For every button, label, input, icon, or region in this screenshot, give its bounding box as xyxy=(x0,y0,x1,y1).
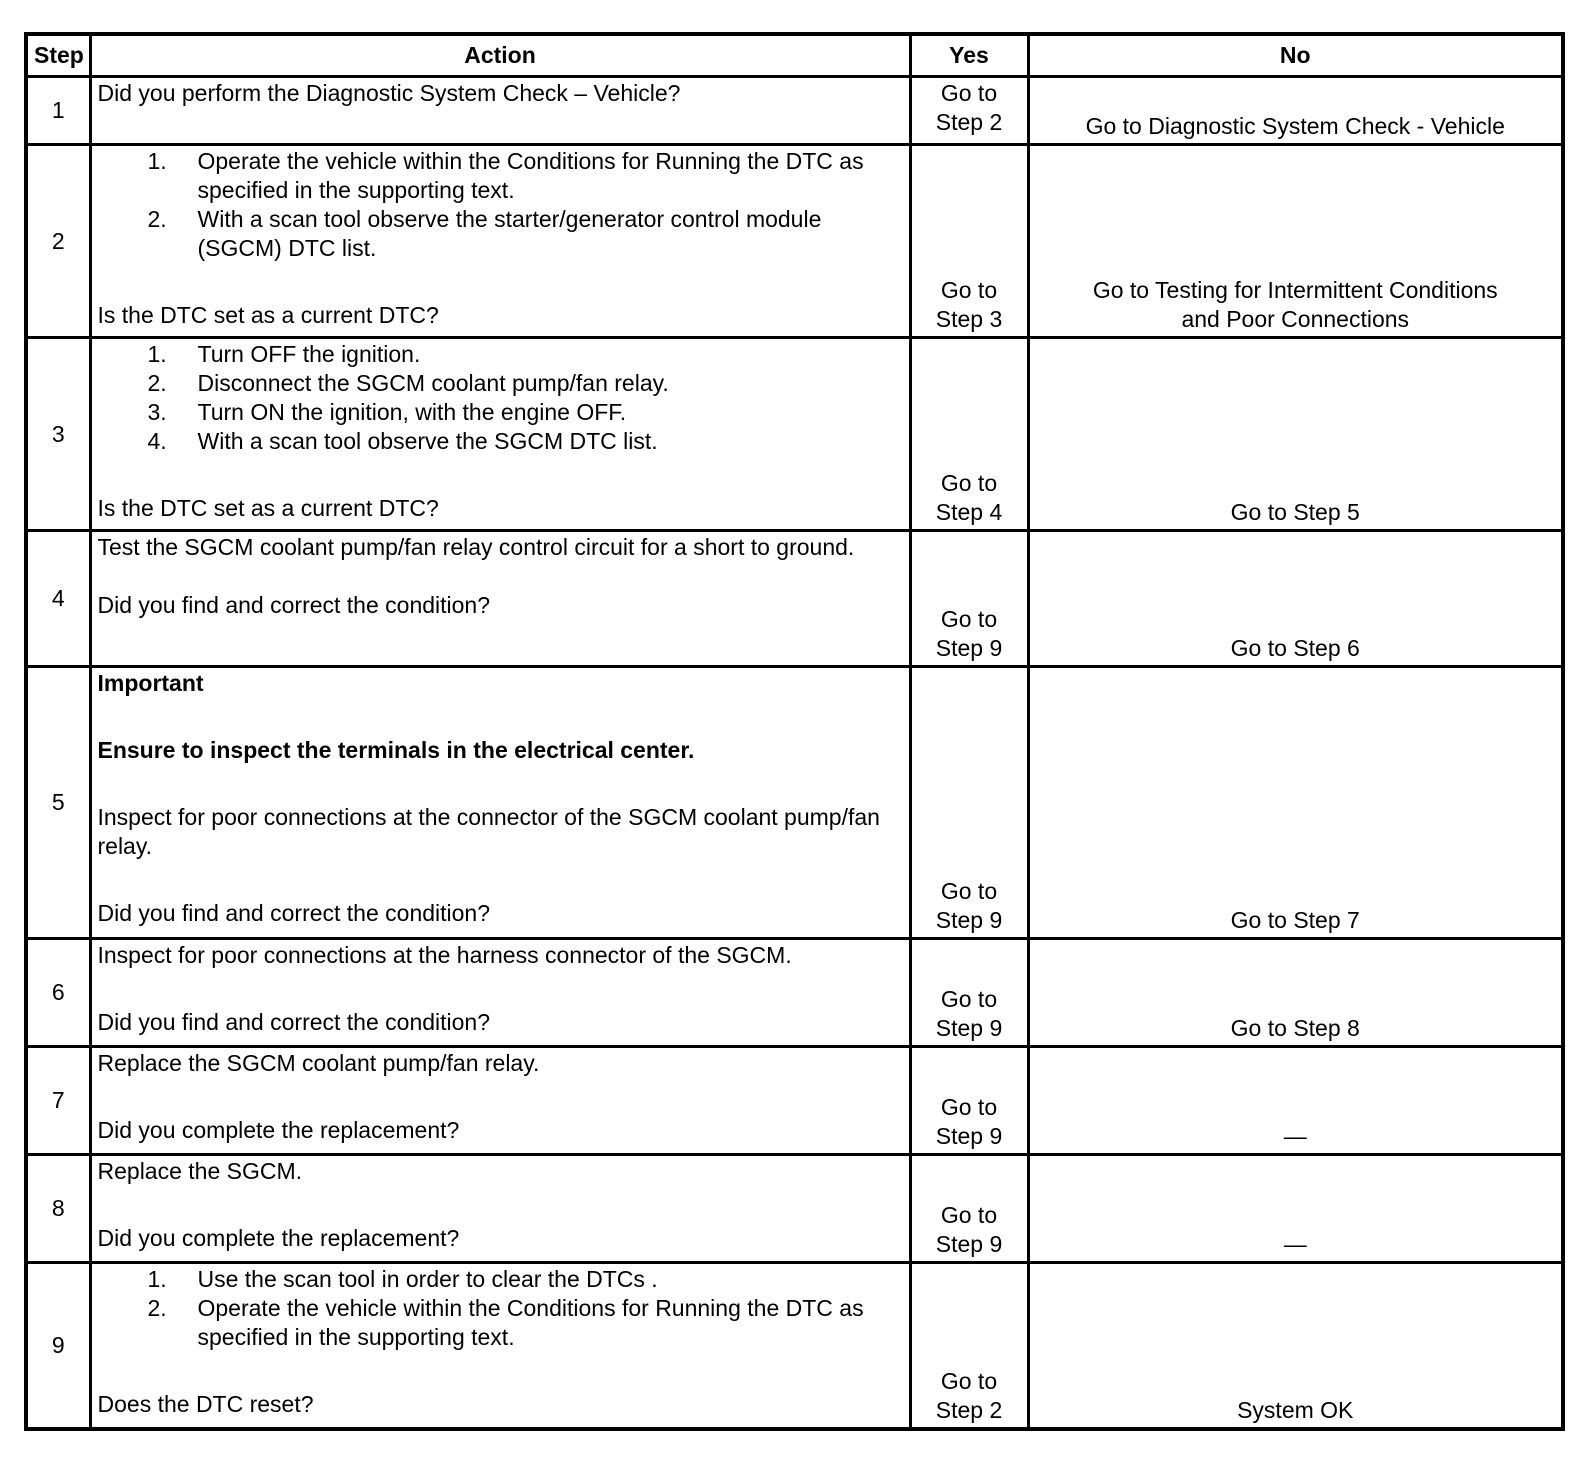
no-cell xyxy=(1028,1155,1563,1263)
table-row xyxy=(26,1263,1563,1429)
no-line: — xyxy=(1283,1231,1307,1257)
step-number: 3 xyxy=(26,338,90,531)
step-number: 5 xyxy=(26,667,90,939)
action-cell xyxy=(90,667,910,939)
yes-line: Step 2 xyxy=(935,1396,1003,1423)
action-steps xyxy=(98,147,903,263)
no-cell xyxy=(1028,77,1563,145)
action-step-item: Turn OFF the ignition. xyxy=(197,341,421,367)
action-step-item: Turn ON the ignition, with the engine OFF. xyxy=(197,399,627,425)
action-step-item: Use the scan tool in order to clear the DTCs . xyxy=(197,1266,658,1292)
diagnostic-table xyxy=(24,32,1565,1431)
action-cell xyxy=(90,1155,910,1263)
yes-line: Go to xyxy=(940,80,998,106)
no-cell xyxy=(1028,1263,1563,1429)
no-line: System OK xyxy=(1237,1396,1354,1423)
action-text: Did you perform the Diagnostic System Check – Vehicle? xyxy=(97,80,681,106)
yes-cell xyxy=(910,531,1028,667)
no-line: Go to Step 8 xyxy=(1230,1015,1360,1041)
table-row xyxy=(26,939,1563,1047)
action-cell xyxy=(90,1263,910,1429)
action-cell xyxy=(90,145,910,338)
yes-line: Step 9 xyxy=(935,1123,1003,1149)
header-action: Action xyxy=(90,34,910,77)
action-cell xyxy=(90,1047,910,1155)
yes-cell xyxy=(910,338,1028,531)
header-row xyxy=(26,34,1563,77)
header-yes: Yes xyxy=(910,34,1028,77)
yes-cell xyxy=(910,1263,1028,1429)
no-line: Go to Step 5 xyxy=(1230,499,1360,525)
yes-line: Step 9 xyxy=(935,1015,1003,1041)
yes-cell xyxy=(910,1155,1028,1263)
yes-cell xyxy=(910,939,1028,1047)
action-text: Replace the SGCM coolant pump/fan relay. xyxy=(97,1050,540,1076)
yes-line: Step 3 xyxy=(935,306,1003,332)
action-cell xyxy=(90,531,910,667)
action-question: Is the DTC set as a current DTC? xyxy=(97,302,439,328)
no-cell xyxy=(1028,145,1563,338)
action-text: Replace the SGCM. xyxy=(97,1158,303,1184)
yes-line: Step 9 xyxy=(935,907,1003,933)
no-line: Go to Testing for Intermittent Conditions xyxy=(1092,277,1498,303)
step-number: 7 xyxy=(26,1047,90,1155)
action-step-item: Operate the vehicle within the Conditions for Running the DTC as specified in the supporting text. xyxy=(197,148,864,203)
table-row xyxy=(26,338,1563,531)
action-question: Did you find and correct the condition? xyxy=(97,592,491,618)
action-question: Did you complete the replacement? xyxy=(97,1225,460,1251)
yes-cell xyxy=(910,77,1028,145)
table-row xyxy=(26,1155,1563,1263)
yes-line: Go to xyxy=(940,1367,998,1394)
important-label: Important xyxy=(97,670,204,696)
table-row xyxy=(26,1047,1563,1155)
action-question: Did you find and correct the condition? xyxy=(97,900,491,926)
no-cell xyxy=(1028,338,1563,531)
yes-line: Step 9 xyxy=(935,635,1003,661)
action-text: Inspect for poor connections at the connector of the SGCM coolant pump/fan relay. xyxy=(97,804,880,859)
yes-line: Step 9 xyxy=(935,1231,1003,1257)
table-row xyxy=(26,77,1563,145)
yes-line: Go to xyxy=(940,470,998,496)
action-cell xyxy=(90,338,910,531)
no-line: Go to Step 6 xyxy=(1230,635,1360,661)
action-steps xyxy=(98,1265,903,1352)
action-question: Did you find and correct the condition? xyxy=(97,1009,491,1035)
action-steps xyxy=(98,340,903,456)
step-number: 4 xyxy=(26,531,90,667)
yes-line: Go to xyxy=(940,1202,998,1228)
no-cell xyxy=(1028,1047,1563,1155)
action-text: Inspect for poor connections at the harness connector of the SGCM. xyxy=(97,942,792,968)
action-step-item: With a scan tool observe the starter/generator control module (SGCM) DTC list. xyxy=(197,206,822,261)
table-row xyxy=(26,667,1563,939)
no-line: — xyxy=(1283,1123,1307,1149)
no-line: and Poor Connections xyxy=(1181,306,1410,332)
no-cell xyxy=(1028,667,1563,939)
action-step-item: Disconnect the SGCM coolant pump/fan relay. xyxy=(197,370,669,396)
header-step: Step xyxy=(26,34,90,77)
step-number: 8 xyxy=(26,1155,90,1263)
table-row xyxy=(26,145,1563,338)
yes-line: Go to xyxy=(940,606,998,632)
action-text: Test the SGCM coolant pump/fan relay control circuit for a short to ground. xyxy=(97,534,855,560)
action-cell xyxy=(90,77,910,145)
no-cell xyxy=(1028,939,1563,1047)
yes-cell xyxy=(910,1047,1028,1155)
yes-line: Go to xyxy=(940,277,998,303)
action-step-item: Operate the vehicle within the Conditions for Running the DTC as specified in the supporting text. xyxy=(197,1295,864,1350)
action-step-item: With a scan tool observe the SGCM DTC list. xyxy=(197,428,658,454)
yes-cell xyxy=(910,145,1028,338)
yes-line: Go to xyxy=(940,1094,998,1120)
yes-line: Go to xyxy=(940,878,998,904)
action-question: Does the DTC reset? xyxy=(97,1391,314,1417)
yes-line: Go to xyxy=(940,986,998,1012)
action-question: Did you complete the replacement? xyxy=(97,1117,460,1143)
step-number: 2 xyxy=(26,145,90,338)
important-text: Ensure to inspect the terminals in the electrical center. xyxy=(97,737,695,763)
action-question: Is the DTC set as a current DTC? xyxy=(97,495,439,521)
yes-cell xyxy=(910,667,1028,939)
no-line: Go to Step 7 xyxy=(1230,907,1360,933)
table-row xyxy=(26,531,1563,667)
step-number: 1 xyxy=(26,77,90,145)
yes-line: Step 2 xyxy=(935,109,1003,135)
yes-line: Step 4 xyxy=(935,499,1003,525)
no-cell xyxy=(1028,531,1563,667)
step-number: 9 xyxy=(26,1263,90,1429)
step-number: 6 xyxy=(26,939,90,1047)
header-no: No xyxy=(1028,34,1563,77)
action-cell xyxy=(90,939,910,1047)
no-line: Go to Diagnostic System Check - Vehicle xyxy=(1085,113,1505,139)
